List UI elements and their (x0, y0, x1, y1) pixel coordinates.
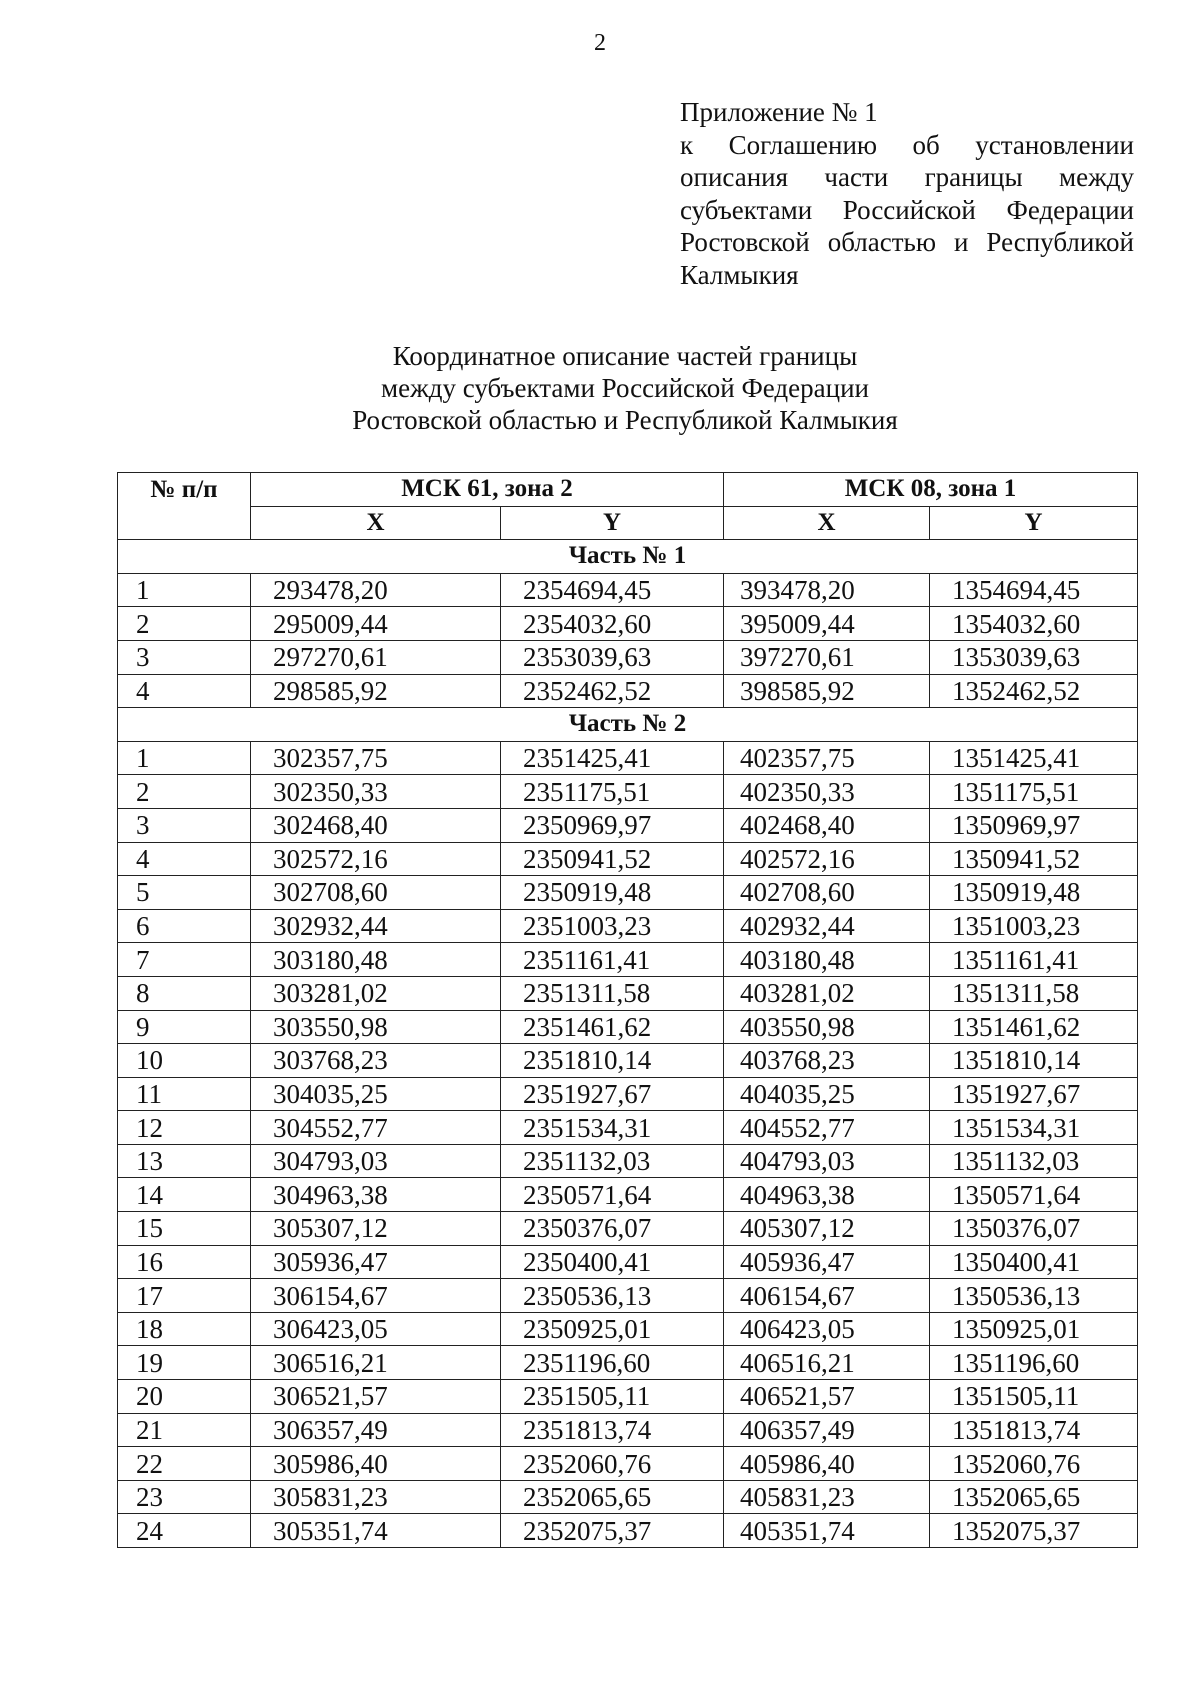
point-number-cell: 24 (118, 1514, 251, 1548)
msk08-y-cell: 1351175,51 (930, 775, 1138, 809)
msk08-y-cell: 1350571,64 (930, 1178, 1138, 1212)
table-row (118, 1178, 1138, 1212)
msk08-x-cell: 402572,16 (724, 842, 930, 876)
msk61-y-cell: 2351810,14 (501, 1044, 724, 1078)
msk08-x-cell: 405936,47 (724, 1245, 930, 1279)
table-row (118, 842, 1138, 876)
msk08-y-cell: 1351132,03 (930, 1144, 1138, 1178)
table-row (118, 876, 1138, 910)
msk61-y-cell: 2350941,52 (501, 842, 724, 876)
msk61-x-cell: 304793,03 (251, 1144, 501, 1178)
msk61-y-cell: 2350919,48 (501, 876, 724, 910)
msk08-x-cell: 404035,25 (724, 1077, 930, 1111)
point-number-cell: 21 (118, 1413, 251, 1447)
section-title: Часть № 2 (118, 708, 1138, 742)
table-row (118, 1010, 1138, 1044)
msk61-y-cell: 2351425,41 (501, 741, 724, 775)
msk08-x-cell: 398585,92 (724, 674, 930, 708)
msk61-y-cell: 2351505,11 (501, 1380, 724, 1414)
document-title-line: Ростовской областью и Республикой Калмыкия (352, 405, 898, 435)
msk61-y-cell: 2351161,41 (501, 943, 724, 977)
page-number: 2 (594, 30, 606, 56)
msk08-x-cell: 403550,98 (724, 1010, 930, 1044)
msk61-y-cell: 2352065,65 (501, 1480, 724, 1514)
msk61-x-cell: 303180,48 (251, 943, 501, 977)
msk61-y-cell: 2351813,74 (501, 1413, 724, 1447)
point-number-cell: 18 (118, 1312, 251, 1346)
msk61-x-cell: 305831,23 (251, 1480, 501, 1514)
msk61-x-cell: 302357,75 (251, 741, 501, 775)
point-number-cell: 9 (118, 1010, 251, 1044)
msk61-x-cell: 297270,61 (251, 640, 501, 674)
msk08-y-cell: 1351505,11 (930, 1380, 1138, 1414)
msk61-y-cell: 2350571,64 (501, 1178, 724, 1212)
msk08-x-cell: 397270,61 (724, 640, 930, 674)
table-row (118, 573, 1138, 607)
table-row (118, 1312, 1138, 1346)
msk08-y-cell: 1354032,60 (930, 607, 1138, 641)
msk61-y-cell: 2352462,52 (501, 674, 724, 708)
msk08-x-cell: 403281,02 (724, 976, 930, 1010)
point-number-cell: 4 (118, 674, 251, 708)
msk61-y-cell: 2354694,45 (501, 573, 724, 607)
msk08-x-cell: 404963,38 (724, 1178, 930, 1212)
msk61-x-cell: 298585,92 (251, 674, 501, 708)
msk61-y-cell: 2351311,58 (501, 976, 724, 1010)
section-header-row (118, 708, 1138, 742)
point-number-cell: 15 (118, 1212, 251, 1246)
msk61-x-cell: 302468,40 (251, 808, 501, 842)
document-title-line: Координатное описание частей границы (392, 341, 858, 371)
msk08-x-cell: 406154,67 (724, 1279, 930, 1313)
msk61-y-cell: 2350925,01 (501, 1312, 724, 1346)
table-row (118, 775, 1138, 809)
msk08-y-cell: 1351813,74 (930, 1413, 1138, 1447)
coordinates-table (117, 472, 1138, 1548)
msk08-y-cell: 1351534,31 (930, 1111, 1138, 1145)
msk61-x-cell: 295009,44 (251, 607, 501, 641)
msk61-y-cell: 2350536,13 (501, 1279, 724, 1313)
point-number-cell: 19 (118, 1346, 251, 1380)
column-group-msk08: МСК 08, зона 1 (724, 473, 1138, 507)
msk08-y-cell: 1352065,65 (930, 1480, 1138, 1514)
msk08-x-cell: 406357,49 (724, 1413, 930, 1447)
table-row (118, 1514, 1138, 1548)
msk61-x-cell: 304963,38 (251, 1178, 501, 1212)
point-number-cell: 14 (118, 1178, 251, 1212)
table-row (118, 943, 1138, 977)
msk61-x-cell: 302350,33 (251, 775, 501, 809)
msk61-x-cell: 304552,77 (251, 1111, 501, 1145)
point-number-cell: 2 (118, 775, 251, 809)
msk08-y-cell: 1350919,48 (930, 876, 1138, 910)
msk08-x-cell: 405986,40 (724, 1447, 930, 1481)
msk61-x-cell: 302572,16 (251, 842, 501, 876)
msk08-y-cell: 1350376,07 (930, 1212, 1138, 1246)
table-subheader-row (118, 506, 1138, 540)
column-header-y: Y (930, 506, 1138, 540)
msk61-y-cell: 2354032,60 (501, 607, 724, 641)
msk08-y-cell: 1351161,41 (930, 943, 1138, 977)
msk08-y-cell: 1352462,52 (930, 674, 1138, 708)
appendix-title: Приложение № 1 (680, 97, 878, 127)
msk61-x-cell: 302708,60 (251, 876, 501, 910)
point-number-cell: 20 (118, 1380, 251, 1414)
msk61-x-cell: 305307,12 (251, 1212, 501, 1246)
msk61-x-cell: 303768,23 (251, 1044, 501, 1078)
msk08-y-cell: 1351927,67 (930, 1077, 1138, 1111)
msk61-y-cell: 2351461,62 (501, 1010, 724, 1044)
point-number-cell: 16 (118, 1245, 251, 1279)
point-number-cell: 13 (118, 1144, 251, 1178)
msk08-x-cell: 403180,48 (724, 943, 930, 977)
table-header-row (118, 473, 1138, 507)
msk08-y-cell: 1350536,13 (930, 1279, 1138, 1313)
table-row (118, 808, 1138, 842)
column-header-x: X (251, 506, 501, 540)
msk08-x-cell: 402357,75 (724, 741, 930, 775)
msk61-x-cell: 303281,02 (251, 976, 501, 1010)
msk08-x-cell: 405831,23 (724, 1480, 930, 1514)
column-header-x: X (724, 506, 930, 540)
msk08-x-cell: 393478,20 (724, 573, 930, 607)
msk08-y-cell: 1351196,60 (930, 1346, 1138, 1380)
msk08-y-cell: 1353039,63 (930, 640, 1138, 674)
msk61-x-cell: 306357,49 (251, 1413, 501, 1447)
point-number-cell: 4 (118, 842, 251, 876)
msk08-y-cell: 1351311,58 (930, 976, 1138, 1010)
point-number-cell: 10 (118, 1044, 251, 1078)
msk61-y-cell: 2350376,07 (501, 1212, 724, 1246)
msk08-x-cell: 402468,40 (724, 808, 930, 842)
msk08-x-cell: 395009,44 (724, 607, 930, 641)
msk08-x-cell: 404552,77 (724, 1111, 930, 1145)
msk08-x-cell: 405351,74 (724, 1514, 930, 1548)
table-row (118, 909, 1138, 943)
table-row (118, 1447, 1138, 1481)
msk61-x-cell: 305986,40 (251, 1447, 501, 1481)
table-row (118, 1111, 1138, 1145)
table-row (118, 1413, 1138, 1447)
point-number-cell: 1 (118, 741, 251, 775)
table-row (118, 741, 1138, 775)
msk08-x-cell: 402932,44 (724, 909, 930, 943)
point-number-cell: 3 (118, 808, 251, 842)
point-number-cell: 7 (118, 943, 251, 977)
table-row (118, 640, 1138, 674)
msk61-y-cell: 2351927,67 (501, 1077, 724, 1111)
msk61-y-cell: 2353039,63 (501, 640, 724, 674)
msk61-y-cell: 2351534,31 (501, 1111, 724, 1145)
point-number-cell: 2 (118, 607, 251, 641)
table-row (118, 1346, 1138, 1380)
table-row (118, 976, 1138, 1010)
msk61-y-cell: 2350969,97 (501, 808, 724, 842)
msk61-x-cell: 305351,74 (251, 1514, 501, 1548)
document-title-line: между субъектами Российской Федерации (381, 373, 869, 403)
msk61-x-cell: 306516,21 (251, 1346, 501, 1380)
table-row (118, 1245, 1138, 1279)
msk61-y-cell: 2352075,37 (501, 1514, 724, 1548)
point-number-cell: 1 (118, 573, 251, 607)
msk08-x-cell: 403768,23 (724, 1044, 930, 1078)
msk61-y-cell: 2352060,76 (501, 1447, 724, 1481)
msk08-x-cell: 405307,12 (724, 1212, 930, 1246)
msk08-y-cell: 1350400,41 (930, 1245, 1138, 1279)
msk61-x-cell: 304035,25 (251, 1077, 501, 1111)
table-body (118, 540, 1138, 1548)
msk61-y-cell: 2350400,41 (501, 1245, 724, 1279)
table-row (118, 1077, 1138, 1111)
msk08-y-cell: 1352060,76 (930, 1447, 1138, 1481)
point-number-cell: 17 (118, 1279, 251, 1313)
table-row (118, 1212, 1138, 1246)
point-number-cell: 11 (118, 1077, 251, 1111)
section-header-row (118, 540, 1138, 574)
msk08-x-cell: 406516,21 (724, 1346, 930, 1380)
table-row (118, 1279, 1138, 1313)
msk08-y-cell: 1351461,62 (930, 1010, 1138, 1044)
section-title: Часть № 1 (118, 540, 1138, 574)
msk08-y-cell: 1354694,45 (930, 573, 1138, 607)
msk08-x-cell: 406521,57 (724, 1380, 930, 1414)
table-row (118, 1144, 1138, 1178)
point-number-cell: 22 (118, 1447, 251, 1481)
point-number-cell: 3 (118, 640, 251, 674)
appendix-reference (680, 96, 1134, 291)
msk08-x-cell: 406423,05 (724, 1312, 930, 1346)
msk08-y-cell: 1350941,52 (930, 842, 1138, 876)
msk61-x-cell: 303550,98 (251, 1010, 501, 1044)
point-number-cell: 5 (118, 876, 251, 910)
msk61-y-cell: 2351175,51 (501, 775, 724, 809)
document-title (0, 340, 1200, 436)
msk08-y-cell: 1351425,41 (930, 741, 1138, 775)
point-number-cell: 6 (118, 909, 251, 943)
msk61-y-cell: 2351196,60 (501, 1346, 724, 1380)
msk61-x-cell: 302932,44 (251, 909, 501, 943)
msk08-y-cell: 1351003,23 (930, 909, 1138, 943)
msk08-x-cell: 402708,60 (724, 876, 930, 910)
msk61-x-cell: 306423,05 (251, 1312, 501, 1346)
msk61-x-cell: 293478,20 (251, 573, 501, 607)
column-header-number: № п/п (118, 473, 251, 540)
appendix-body: к Соглашению об установлении описания части границы между субъектами Российской Федерации Ростовской областью и Республикой Калмыкия (680, 129, 1134, 290)
msk08-y-cell: 1352075,37 (930, 1514, 1138, 1548)
msk61-x-cell: 305936,47 (251, 1245, 501, 1279)
msk08-x-cell: 402350,33 (724, 775, 930, 809)
point-number-cell: 8 (118, 976, 251, 1010)
msk61-x-cell: 306521,57 (251, 1380, 501, 1414)
table-row (118, 1480, 1138, 1514)
msk08-y-cell: 1350969,97 (930, 808, 1138, 842)
table-row (118, 607, 1138, 641)
msk08-y-cell: 1351810,14 (930, 1044, 1138, 1078)
column-header-y: Y (501, 506, 724, 540)
table-row (118, 1044, 1138, 1078)
point-number-cell: 12 (118, 1111, 251, 1145)
table-row (118, 674, 1138, 708)
msk08-y-cell: 1350925,01 (930, 1312, 1138, 1346)
msk61-x-cell: 306154,67 (251, 1279, 501, 1313)
msk61-y-cell: 2351003,23 (501, 909, 724, 943)
point-number-cell: 23 (118, 1480, 251, 1514)
msk61-y-cell: 2351132,03 (501, 1144, 724, 1178)
column-group-msk61: МСК 61, зона 2 (251, 473, 724, 507)
msk08-x-cell: 404793,03 (724, 1144, 930, 1178)
table-row (118, 1380, 1138, 1414)
